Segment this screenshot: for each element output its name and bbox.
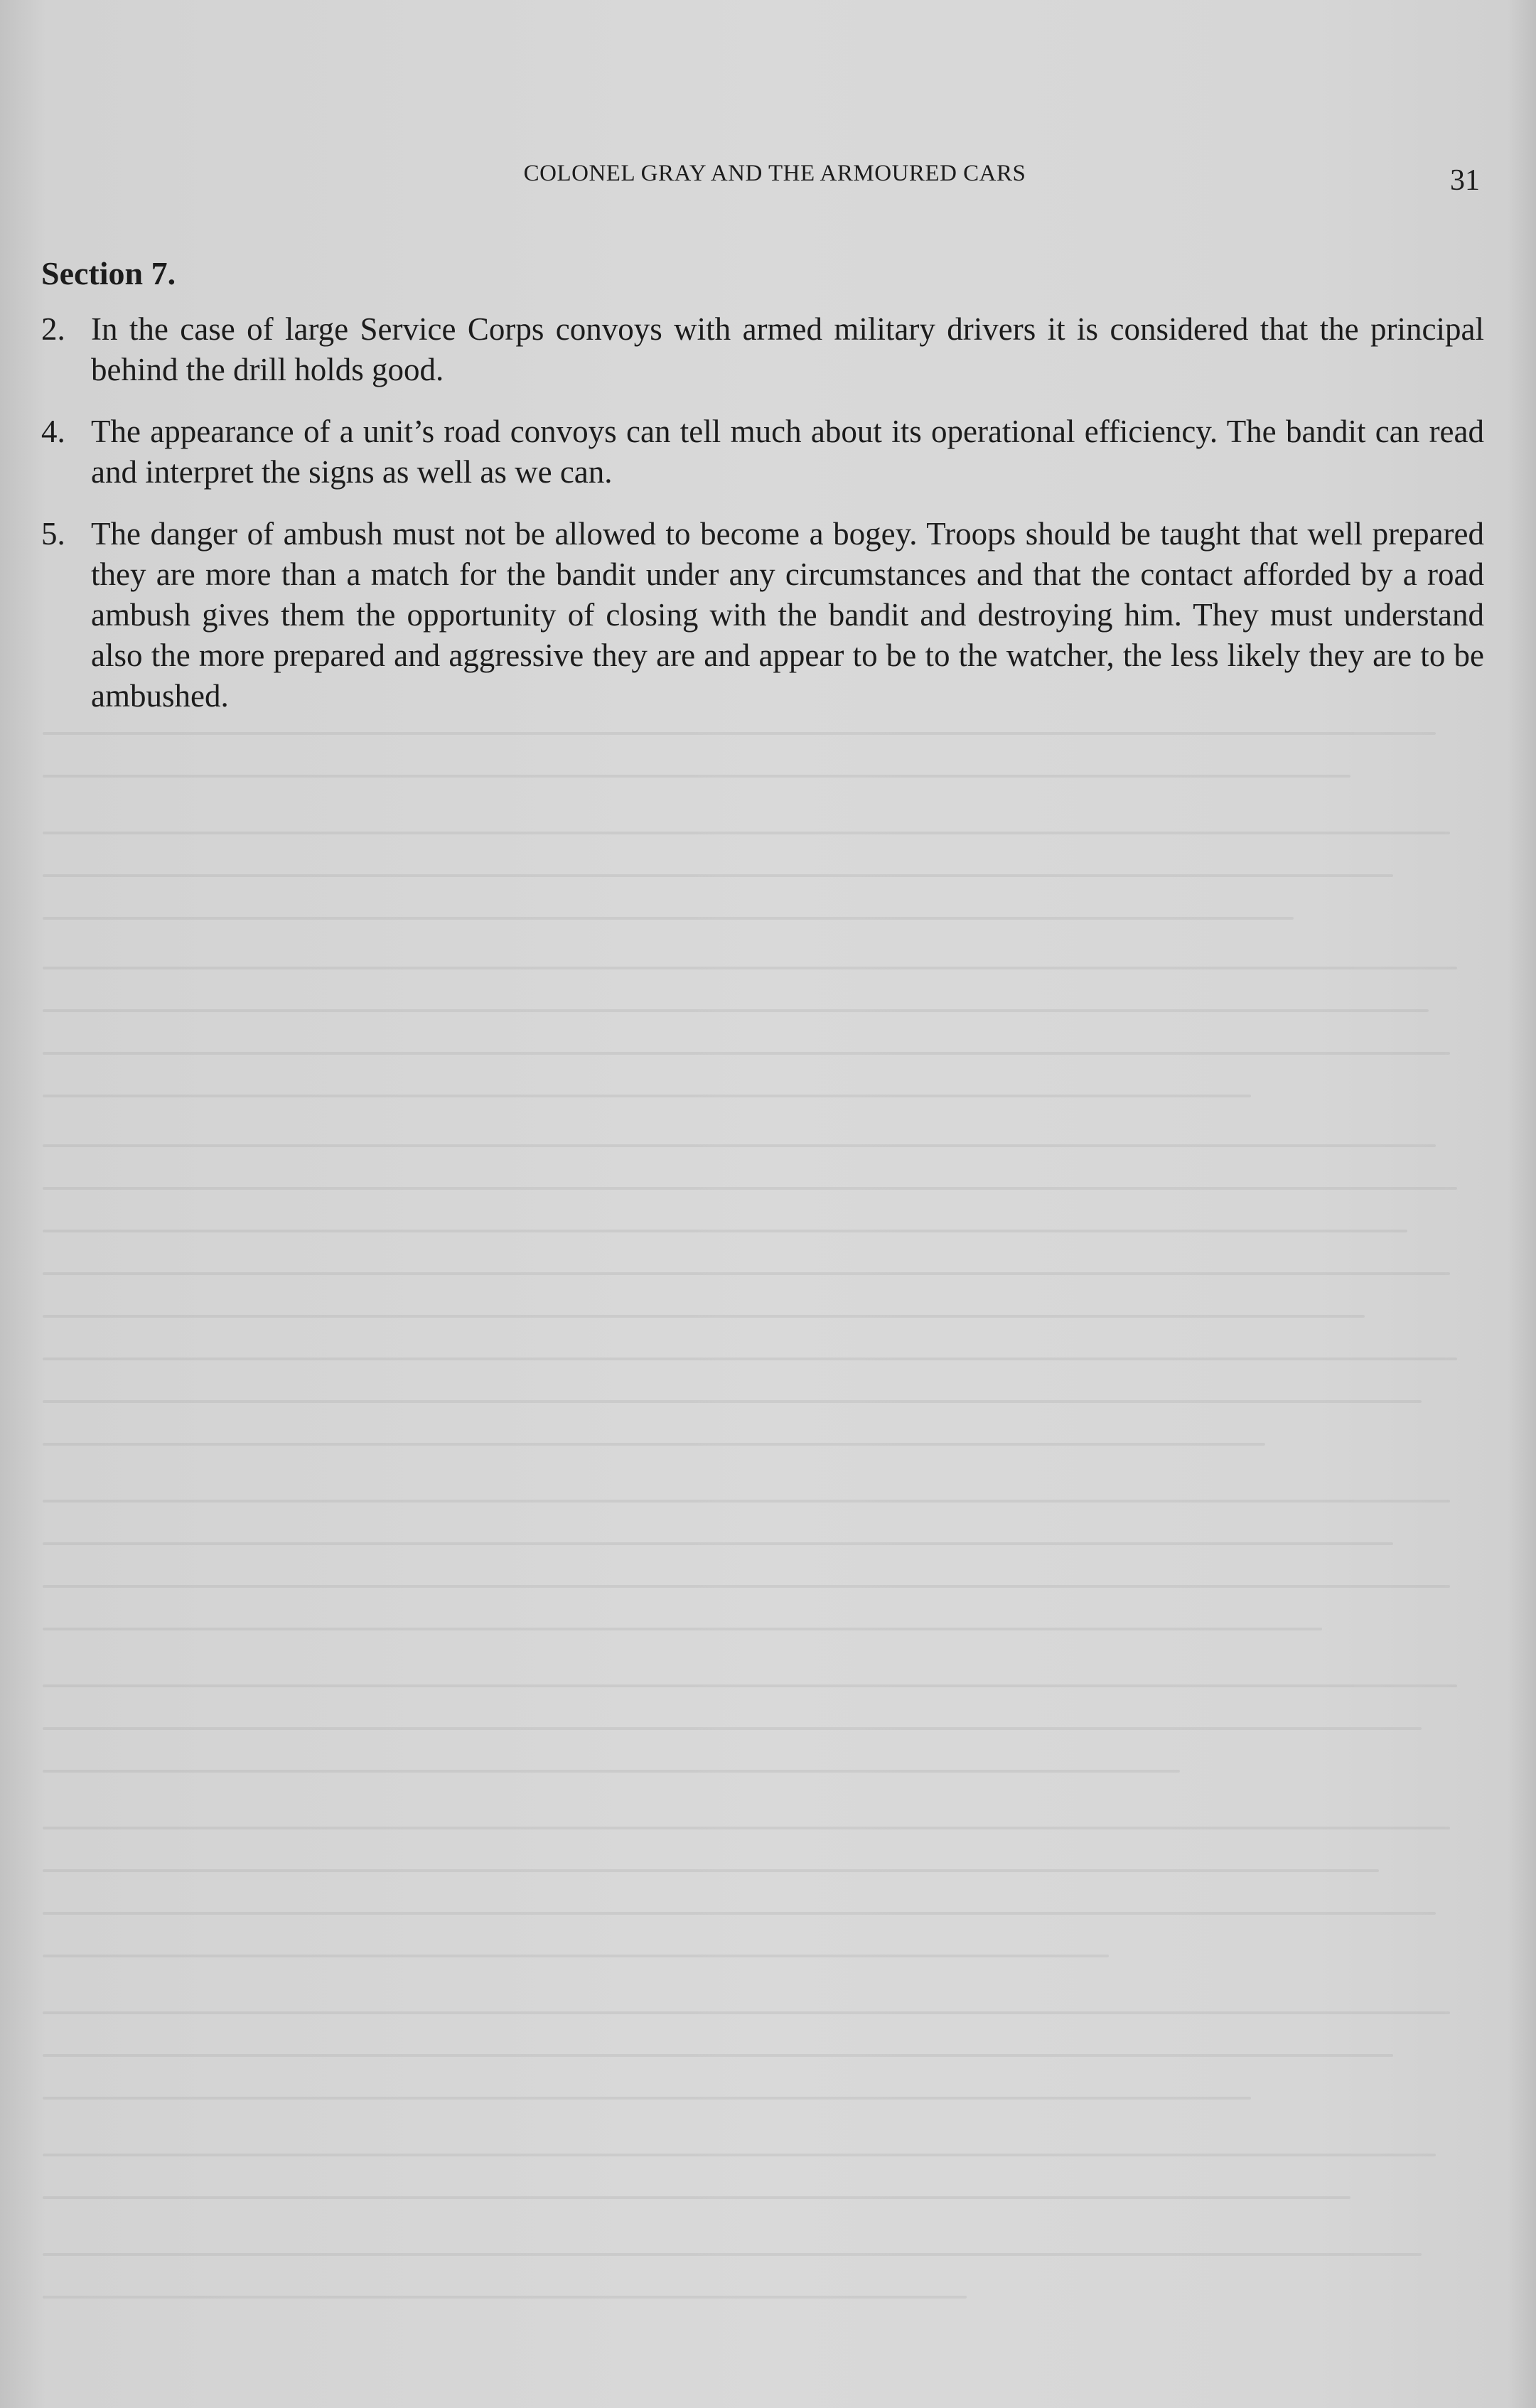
page-number: 31	[1450, 164, 1480, 197]
list-item	[41, 309, 1484, 390]
item-number: 5.	[41, 516, 65, 552]
item-number: 4.	[41, 414, 65, 449]
section-title: Section 7.	[41, 255, 176, 291]
show-through-text	[0, 732, 1536, 2408]
list-item	[41, 412, 1484, 493]
list-item	[41, 514, 1484, 716]
numbered-list	[41, 309, 1484, 738]
item-text: The appearance of a unit’s road convoys can tell much about its operational efficiency. The bandit can read and interpret the signs as well as we can.	[91, 414, 1484, 490]
item-number: 2.	[41, 311, 65, 347]
running-head: COLONEL GRAY AND THE ARMOURED CARS	[523, 161, 1026, 186]
item-text: The danger of ambush must not be allowed to become a bogey. Troops should be taught that well prepared they are more than a match for the bandit under any circumstances and that the contact afforded by a road ambush gives them the opportunity of closing with the bandit and destroying him. They must understand also the more prepared and aggressive they are and appear to be to the watcher, the less likely they are to be ambushed.	[91, 516, 1484, 714]
item-text: In the case of large Service Corps convoys with armed military drivers it is considered that the principal behind the drill holds good.	[91, 311, 1484, 387]
page-edge-shadow	[1508, 0, 1536, 2408]
